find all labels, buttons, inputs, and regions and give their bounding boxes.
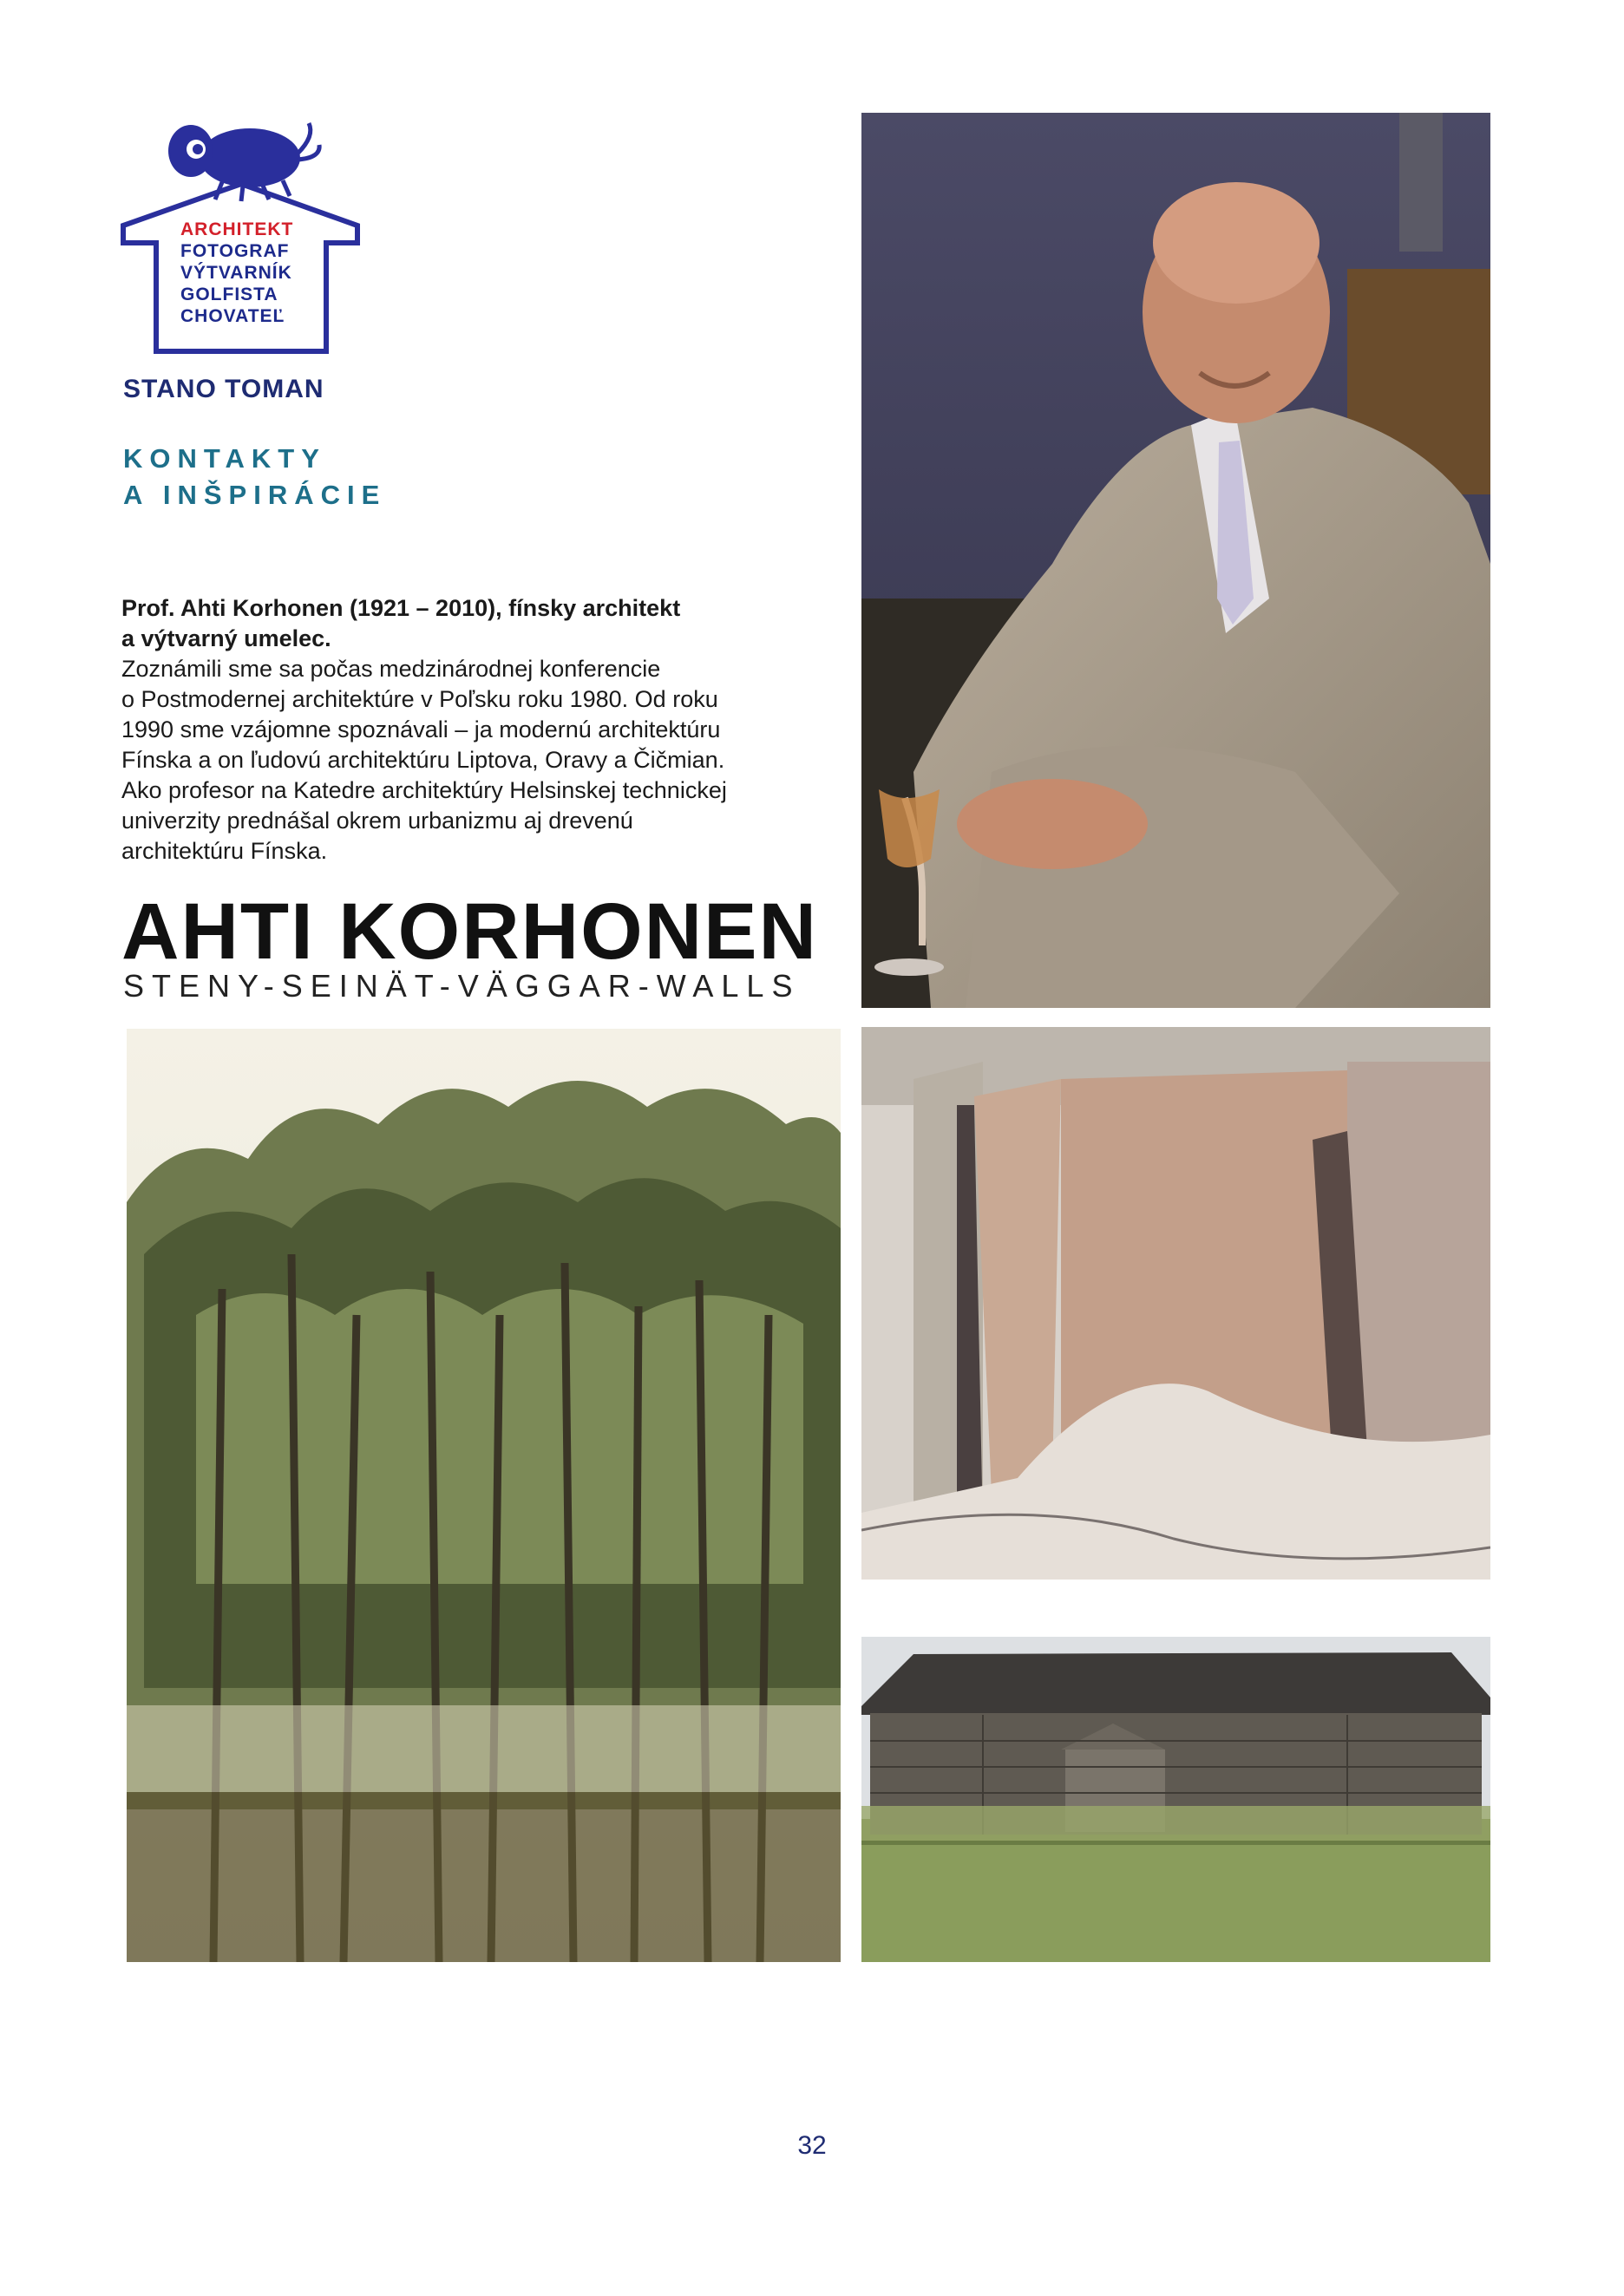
- rock-wall-drawing: [861, 1027, 1490, 1580]
- intro-line: 1990 sme vzájomne spoznávali – ja modernú architektúru: [121, 716, 721, 742]
- section-title: [123, 441, 386, 513]
- intro-text: [121, 593, 841, 867]
- logo: [120, 106, 363, 357]
- artwork-series-subtitle: STENY-SEINÄT-VÄGGAR-WALLS: [123, 968, 801, 1004]
- intro-line: Zoznámili sme sa počas medzinárodnej konferencie: [121, 656, 661, 682]
- logo-line-golfista: GOLFISTA: [180, 285, 278, 304]
- intro-line: architektúru Fínska.: [121, 838, 328, 864]
- logo-line-fotograf: FOTOGRAF: [180, 241, 290, 261]
- logo-line-vytvarnik: VÝTVARNÍK: [180, 263, 292, 283]
- intro-line: univerzity prednášal okrem urbanizmu aj drevenú: [121, 808, 633, 834]
- page-number: 32: [797, 2131, 827, 2160]
- author-name: STANO TOMAN: [123, 375, 324, 403]
- section-title-line2: A INŠPIRÁCIE: [123, 480, 387, 510]
- artist-name-heading: AHTI KORHONEN: [121, 887, 818, 976]
- barn-drawing: [861, 1637, 1490, 1962]
- logo-line-architekt: ARCHITEKT: [180, 219, 294, 239]
- section-title-line1: KONTAKTY: [123, 443, 326, 474]
- intro-line: Ako profesor na Katedre architektúry Helsinskej technickej: [121, 777, 727, 803]
- logo-text: [180, 219, 311, 327]
- portrait-photo: [861, 113, 1490, 1008]
- forest-drawing: [127, 1029, 841, 1962]
- intro-lead-line1: Prof. Ahti Korhonen (1921 – 2010), fínsky architekt: [121, 595, 681, 621]
- logo-line-chovatel: CHOVATEĽ: [180, 306, 285, 326]
- intro-lead-line2: a výtvarný umelec.: [121, 625, 331, 651]
- intro-line: Fínska a on ľudovú architektúru Liptova, Oravy a Čičmian.: [121, 747, 725, 773]
- intro-line: o Postmodernej architektúre v Poľsku roku 1980. Od roku: [121, 686, 718, 712]
